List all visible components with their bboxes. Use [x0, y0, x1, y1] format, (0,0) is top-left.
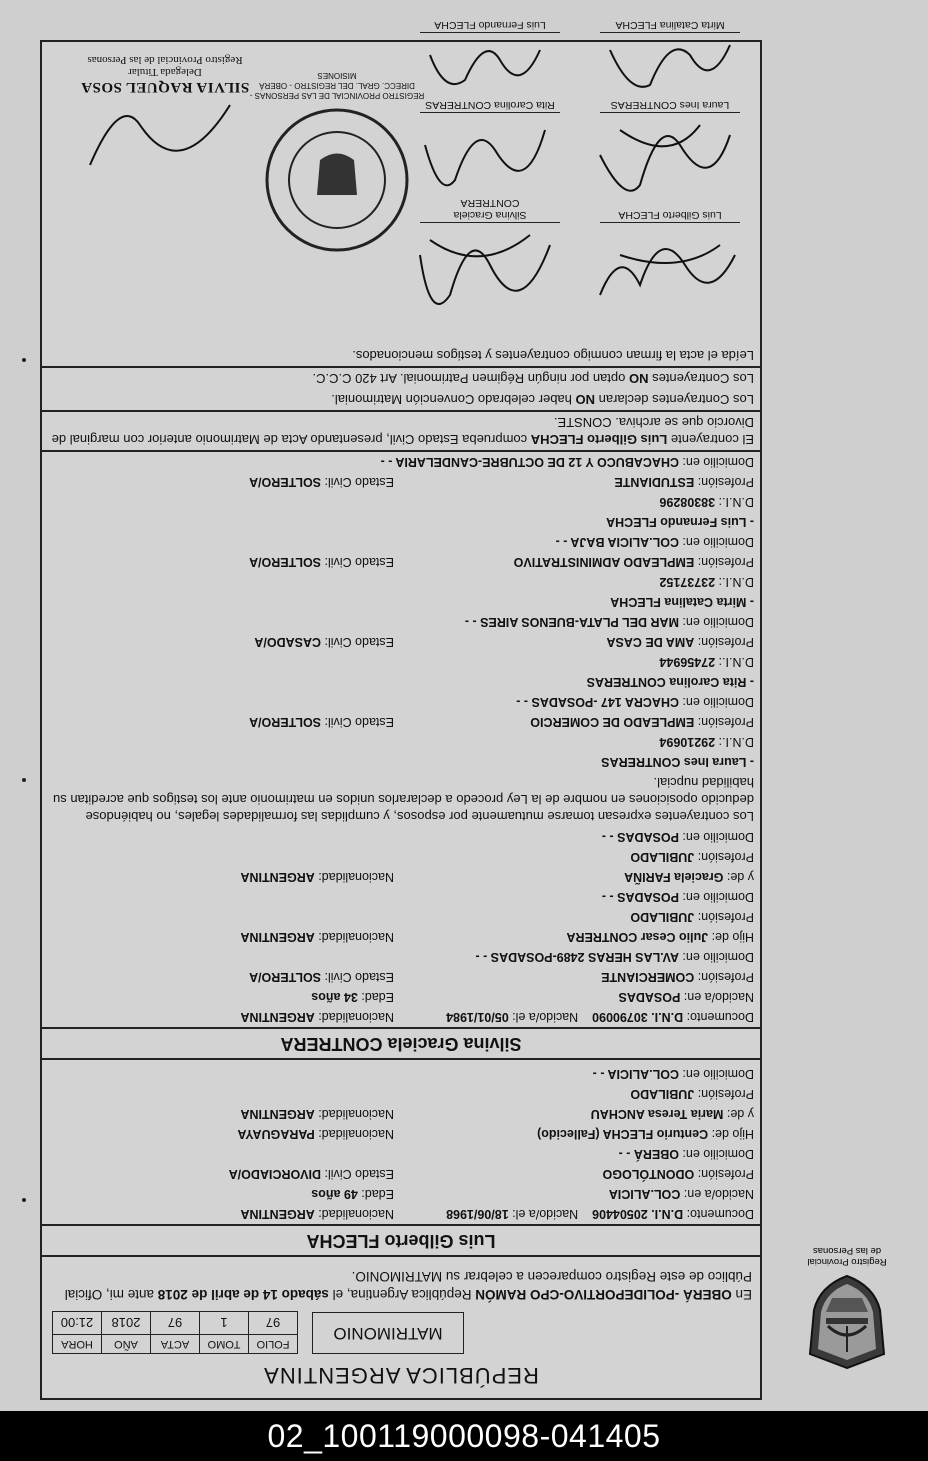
- signature-scribble-1: [590, 235, 740, 315]
- scan-id-bar: 02_100119000098-041405: [0, 1411, 928, 1461]
- spouse2-mother-nationality: ARGENTINA: [240, 870, 315, 884]
- hora-value: 21:00: [53, 1312, 102, 1335]
- signature-line-5: Mirta Catalina FLECHA: [600, 19, 740, 33]
- prof-label: Profesión:: [694, 1167, 754, 1181]
- witness-profession: EMPLEADO ADMINISTRATIVO: [513, 555, 695, 569]
- signature-scribble-6: [410, 35, 560, 95]
- intro-paragraph: [42, 1261, 760, 1311]
- spouse1-mother-prof-row: [42, 1084, 760, 1104]
- spouse1-mother: Maria Teresa ANCHAU: [590, 1107, 724, 1121]
- signature-line-1: Luis Gilberto FLECHA: [600, 209, 740, 223]
- official-signature-scribble: [80, 85, 240, 175]
- note3-text-a: Los Contrayentes: [648, 371, 754, 386]
- civil-label: Estado Civil:: [321, 715, 394, 729]
- signature-scribble-2: [410, 225, 560, 325]
- signature-scribble-5: [590, 35, 740, 95]
- witness-name: - Luis Fernando FLECHA: [606, 515, 754, 529]
- witness-name: - Mirta Catalina FLECHA: [610, 595, 754, 609]
- official-name: SILVIA RAQUEL SOSA: [80, 79, 250, 95]
- spouse2-mother-domicile: POSADAS - -: [601, 830, 679, 844]
- witness-dni: 23737152: [659, 575, 716, 589]
- witness-domicile: CHACRA 147 -POSADAS - -: [516, 695, 679, 709]
- folio-values-row: [53, 1312, 298, 1335]
- official-block: [70, 54, 260, 95]
- spouse2-dom-row: [42, 947, 760, 967]
- civil-label: Estado Civil:: [321, 635, 394, 649]
- note2-text-c: haber celebrado Convención Matrimonial.: [331, 392, 576, 407]
- spouse2-profession: COMERCIANTE: [601, 970, 695, 984]
- age-label: Edad:: [357, 1187, 394, 1201]
- spouse2-name: Silvina Graciela CONTRERA: [42, 1027, 760, 1060]
- dni-label: D.N.I.:: [715, 575, 754, 589]
- spouse1-domicile: OBERÁ - -: [618, 1147, 679, 1161]
- prof-label: Profesión:: [694, 1087, 754, 1101]
- sig2-line1: Silvina Graciela: [453, 209, 527, 221]
- witness-4: [42, 452, 760, 532]
- folio-label: FOLIO: [249, 1335, 298, 1354]
- note1-text-c: comprueba Estado Civil, presentando Acta de Matrimonio anterior con marginal de Divorcio que se archiva. CONSTE.: [51, 415, 754, 447]
- spouse1-profession: ODONTÓLOGO: [602, 1167, 695, 1181]
- spouse1-mother-row: [42, 1104, 760, 1124]
- prof-label: Profesión:: [694, 910, 754, 924]
- spouse1-civil-status: DIVORCIADO/A: [228, 1167, 322, 1181]
- witness-name: - Rita Carolina CONTRERAS: [586, 675, 754, 689]
- spouse2-dni: D.N.I. 30790090: [592, 1010, 684, 1024]
- dom-label: Domicilio en:: [678, 1067, 754, 1081]
- dni-label: D.N.I.:: [715, 735, 754, 749]
- witness-profession: AMA DE CASA: [606, 635, 695, 649]
- spouse1-mother-nationality: ARGENTINA: [240, 1107, 315, 1121]
- intro-text-1: En: [731, 1287, 752, 1302]
- punch-mark: [22, 778, 26, 782]
- prof-label: Profesión:: [694, 715, 754, 729]
- spouse1-name: Luis Gilberto FLECHA: [42, 1224, 760, 1257]
- spouse2-father-domicile: POSADAS - -: [601, 890, 679, 904]
- spouse1-birth-row: [42, 1184, 760, 1204]
- acta-value: 97: [151, 1312, 200, 1335]
- spouse1-birthdate: 18/06/1968: [446, 1207, 509, 1221]
- doc-label: Documento:: [683, 1207, 754, 1221]
- ano-label: AÑO: [102, 1335, 151, 1354]
- prof-label: Profesión:: [694, 475, 754, 489]
- country-title: REPÚBLICA ARGENTINA: [263, 1363, 539, 1388]
- nat-label: Nacionalidad:: [314, 1207, 394, 1221]
- spouse1-mother-domicile: COL.ALICIA - -: [592, 1067, 679, 1081]
- sig2-line2: CONTRERA: [460, 197, 520, 209]
- provincia-misiones-shield-icon: [804, 1272, 890, 1372]
- folio-table: [52, 1311, 298, 1354]
- signature-scribble-4: [410, 115, 560, 205]
- witness-dni: 38308296: [659, 495, 716, 509]
- witness-name: - Laura Ines CONTRERAS: [601, 755, 754, 769]
- spouse2-prof-row: [42, 967, 760, 987]
- prof-label: Profesión:: [694, 555, 754, 569]
- hora-label: HORA: [53, 1335, 102, 1354]
- signature-scribble-3: [590, 115, 740, 205]
- born-label: Nacido/a el:: [508, 1207, 579, 1221]
- spouse2-birthdate: 05/01/1984: [446, 1010, 509, 1024]
- intro-text-3: ante mi, Oficial Público de este Registro comparecen a celebrar su MATRIMONIO.: [64, 1269, 752, 1302]
- punch-mark: [22, 358, 26, 362]
- spouse2-father: Julio Cesar CONTRERA: [566, 930, 709, 944]
- witness-civil-status: SOLTERO/A: [249, 555, 322, 569]
- spouse1-father-nationality: PARAGUAYA: [237, 1127, 315, 1141]
- witness-civil-status: SOLTERO/A: [249, 475, 322, 489]
- folio-value: 97: [249, 1312, 298, 1335]
- spouse2-birthplace: POSADAS: [618, 990, 681, 1004]
- spouse2-age: 34 años: [311, 990, 358, 1004]
- note1-name: Luis Gilberto FLECHA: [530, 432, 668, 447]
- signature-area: [42, 15, 760, 345]
- spouse2-father-row: [42, 927, 760, 947]
- spouse1-age: 49 años: [311, 1187, 358, 1201]
- spouse1-prof-row: [42, 1164, 760, 1184]
- dom-label: Domicilio en:: [678, 615, 754, 629]
- signature-line-4: Rita Carolina CONTRERAS: [420, 99, 560, 113]
- dom-label: Domicilio en:: [678, 830, 754, 844]
- spouse1-father-row: [42, 1124, 760, 1144]
- spouse2-domicile: AV.LAS HERAS 2489-POSADAS - -: [475, 950, 679, 964]
- nat-label: Nacionalidad:: [314, 1127, 394, 1141]
- note2-text-a: Los Contrayentes declaran: [595, 392, 754, 407]
- witness-2: [42, 612, 760, 692]
- nat-label: Nacionalidad:: [314, 1107, 394, 1121]
- prof-label: Profesión:: [694, 850, 754, 864]
- spouse2-mother-profession: JUBILADO: [630, 850, 695, 864]
- spouse1-mother-dom-row: [42, 1064, 760, 1084]
- note3-text-c: optan por ningún Régimen Patrimonial. Art 420 C.C.C.: [312, 371, 629, 386]
- punch-mark: [22, 1198, 26, 1202]
- mother-label: y de:: [723, 1107, 754, 1121]
- spouse1-dni: D.N.I. 20504406: [592, 1207, 684, 1221]
- spouse2-nationality: ARGENTINA: [240, 1010, 315, 1024]
- registry-emblem: [792, 1245, 902, 1372]
- spouse2-doc-row: [42, 1007, 760, 1027]
- official-seal: [262, 105, 412, 255]
- nat-label: Nacionalidad:: [314, 930, 394, 944]
- spouse1-dom-row: [42, 1144, 760, 1164]
- spouse2-father-dom-row: [42, 887, 760, 907]
- dom-label: Domicilio en:: [678, 890, 754, 904]
- note1-text-a: El contrayente: [667, 432, 754, 447]
- spouse2-civil-status: SOLTERO/A: [249, 970, 322, 984]
- birthplace-label: Nacido/a en:: [680, 1187, 754, 1201]
- ceremony-date: sábado 14 de abril de 2018: [157, 1287, 329, 1302]
- nat-label: Nacionalidad:: [314, 1010, 394, 1024]
- spouse2-father-nationality: ARGENTINA: [240, 930, 315, 944]
- signature-line-3: Laura Ines CONTRERAS: [600, 99, 740, 113]
- age-label: Edad:: [357, 990, 394, 1004]
- spouse2-father-prof-row: [42, 907, 760, 927]
- witness-civil-status: CASADO/A: [254, 635, 322, 649]
- witness-dni: 29210694: [659, 735, 716, 749]
- father-label: Hijo de:: [708, 930, 754, 944]
- intro-text-2: República Argentina, el: [328, 1287, 476, 1302]
- prof-label: Profesión:: [694, 970, 754, 984]
- witness-domicile: COL.ALICIA BAJA - -: [555, 535, 679, 549]
- dom-label: Domicilio en:: [678, 950, 754, 964]
- mother-label: y de:: [723, 870, 754, 884]
- spouse1-nationality: ARGENTINA: [240, 1207, 315, 1221]
- dom-label: Domicilio en:: [678, 1147, 754, 1161]
- dom-label: Domicilio en:: [678, 455, 754, 469]
- seal-text: REGISTRO PROVINCIAL DE LAS PERSONAS - DIRECC. GRAL. DEL REGISTRO - OBERÁ MISIONES: [249, 71, 425, 100]
- witness-list: [42, 452, 760, 772]
- witness-profession: EMPLEADO DE COMERCIO: [530, 715, 695, 729]
- witness-3: [42, 532, 760, 612]
- acta-label: ACTA: [151, 1335, 200, 1354]
- civil-label: Estado Civil:: [321, 970, 394, 984]
- folio-labels-row: [53, 1335, 298, 1354]
- witness-1: [42, 692, 760, 772]
- ano-value: 2018: [102, 1312, 151, 1335]
- prof-label: Profesión:: [694, 635, 754, 649]
- doc-label: Documento:: [683, 1010, 754, 1024]
- convention-note: [42, 389, 760, 410]
- dom-label: Domicilio en:: [678, 535, 754, 549]
- dni-label: D.N.I.:: [715, 495, 754, 509]
- official-office: Registro Provincial de las Personas: [87, 54, 243, 66]
- spouse2-mother: Graciela FARIÑA: [624, 870, 724, 884]
- spouse1-doc-row: [42, 1204, 760, 1224]
- official-title: Delegada Titular: [128, 66, 202, 78]
- registry-name-line2: de las Personas: [812, 1245, 882, 1256]
- birthplace-label: Nacido/a en:: [680, 990, 754, 1004]
- father-label: Hijo de:: [708, 1127, 754, 1141]
- note3-no: NO: [628, 371, 649, 386]
- witness-profession: ESTUDIANTE: [614, 475, 695, 489]
- spouse2-mother-row: [42, 867, 760, 887]
- marriage-record-form: [40, 19, 762, 1400]
- civil-status-note: [42, 412, 760, 450]
- nat-label: Nacionalidad:: [314, 870, 394, 884]
- spouse2-mother-prof-row: [42, 847, 760, 867]
- witness-civil-status: SOLTERO/A: [249, 715, 322, 729]
- note2-no: NO: [575, 392, 596, 407]
- spouse1-birthplace: COL.ALICIA: [608, 1187, 681, 1201]
- spouse1-mother-profession: JUBILADO: [630, 1087, 695, 1101]
- witness-domicile: CHACABUCO Y 12 DE OCTUBRE-CANDELARIA - -: [380, 455, 679, 469]
- signature-line-6: Luis Fernando FLECHA: [420, 19, 560, 33]
- registry-name-line1: Registro Provincial: [807, 1256, 887, 1267]
- spouse1-father: Centurio FLECHA (Fallecido): [537, 1127, 709, 1141]
- spouse2-birth-row: [42, 987, 760, 1007]
- witness-domicile: MAR DEL PLATA-BUENOS AIRES - -: [464, 615, 679, 629]
- record-header: [42, 1311, 760, 1362]
- dom-label: Domicilio en:: [678, 695, 754, 709]
- witness-dni: 27456944: [659, 655, 716, 669]
- record-type-box: MATRIMONIO: [312, 1312, 464, 1354]
- civil-label: Estado Civil:: [321, 1167, 394, 1181]
- civil-label: Estado Civil:: [321, 555, 394, 569]
- spouse2-father-profession: JUBILADO: [630, 910, 695, 924]
- tomo-label: TOMO: [200, 1335, 249, 1354]
- civil-label: Estado Civil:: [321, 475, 394, 489]
- born-label: Nacido/a el:: [508, 1010, 579, 1024]
- ceremony-place: OBERÁ -POLIDEPORTIVO-CPO RAMÓN: [475, 1287, 732, 1302]
- spouse2-mother-dom-row: [42, 827, 760, 847]
- patrimonial-note: [42, 368, 760, 389]
- tomo-value: 1: [200, 1312, 249, 1335]
- dni-label: D.N.I.:: [715, 655, 754, 669]
- union-statement: Los contrayentes expresan tomarse mutuamente por esposos, y cumplidas las formalidades legales, no habiéndose deducido oposiciones en nombre de la Ley procedo a declararlos unidos en matrimonio ante los testigos que acreditan su habilidad nupcial.: [53, 775, 754, 824]
- closing-statement: Leída el acta la firman conmigo contrayentes y testigos mencionados.: [352, 348, 754, 363]
